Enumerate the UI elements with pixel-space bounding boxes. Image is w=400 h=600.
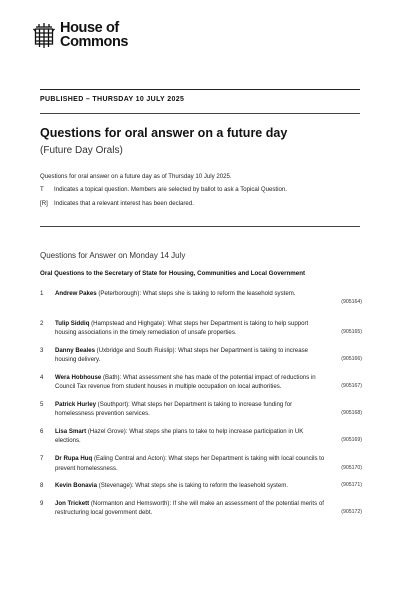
question-number: 3	[40, 346, 44, 354]
question-item	[40, 400, 362, 419]
question-number: 1	[40, 290, 44, 297]
question-member: Jon Trickett	[55, 500, 90, 508]
logo-line-1: House of	[60, 20, 119, 36]
question-text: What steps her Department is taking with local councils to prevent homelessness.	[55, 455, 325, 472]
question-item	[40, 346, 362, 365]
question-list	[40, 289, 362, 518]
question-number: 8	[40, 482, 44, 490]
question-number: 9	[40, 500, 44, 508]
legend-interest	[40, 200, 194, 207]
question-member: Wera Hobhouse	[55, 373, 102, 381]
question-item	[40, 373, 362, 392]
question-item	[40, 481, 362, 490]
department-heading: Oral Questions to the Secretary of State for Housing, Communities and Local Government	[40, 270, 306, 277]
question-text: What steps her Department is taking to increase housing delivery.	[55, 346, 309, 364]
house-of-commons-logo	[33, 22, 128, 49]
question-constituency: (Hazel Grove):	[86, 428, 130, 436]
question-number: 2	[40, 319, 44, 327]
legend-topical	[40, 186, 287, 193]
published-date: PUBLISHED – THURSDAY 10 JULY 2025	[40, 96, 185, 103]
legend-symbol: T	[40, 186, 44, 193]
question-text: What steps her Department is taking to increase funding for homelessness prevention services.	[55, 401, 293, 418]
question-member: Kevin Bonavia	[55, 482, 97, 490]
question-text: If she will make an assessment of the potential merits of restructuring local government debt.	[55, 500, 324, 517]
legend-symbol: [R]	[40, 200, 48, 207]
question-member: Andrew Pakes	[55, 290, 97, 297]
divider-top	[40, 89, 360, 90]
question-number: 7	[40, 455, 44, 463]
question-text: What steps she is taking to reform the leasehold system.	[142, 290, 296, 297]
question-text: What steps her Department is taking to help support housing associations in the timely remediation of unsafe properties.	[55, 319, 309, 337]
question-item	[40, 427, 362, 446]
question-member: Danny Beales	[55, 346, 95, 354]
question-text: What steps she plans to take to help increase participation in UK elections.	[55, 428, 304, 445]
page-subtitle: (Future Day Orals)	[40, 145, 123, 156]
question-item	[40, 454, 362, 473]
question-id: (905170)	[341, 464, 362, 471]
question-constituency: (Uxbridge and South Ruislip):	[94, 346, 178, 354]
legend-text: Indicates a topical question. Members are selected by ballot to ask a Topical Question.	[54, 186, 287, 193]
question-item	[40, 289, 362, 307]
question-member: Patrick Hurley	[55, 401, 96, 409]
question-constituency: (Southport):	[95, 401, 132, 409]
question-id: (905168)	[341, 410, 362, 417]
question-member: Tulip Siddiq	[55, 319, 90, 327]
question-id: (905167)	[341, 383, 362, 390]
question-constituency: (Stevenage):	[97, 482, 136, 490]
divider-published	[40, 113, 360, 114]
question-member: Dr Rupa Huq	[55, 455, 93, 463]
question-text: What assessment she has made of the potential impact of reductions in Council Tax revenue from student houses in multiple occupation on local authorities.	[55, 373, 316, 391]
intro-text: Questions for oral answer on a future day as of Thursday 10 July 2025.	[40, 173, 232, 180]
question-constituency: (Normanton and Hemsworth):	[89, 500, 173, 508]
question-number: 4	[40, 373, 44, 381]
question-id: (905171)	[341, 482, 362, 489]
question-constituency: (Hampstead and Highgate):	[89, 319, 168, 327]
question-item	[40, 499, 362, 518]
portcullis-icon	[33, 23, 55, 49]
page-title: Questions for oral answer on a future day	[40, 126, 288, 140]
logo-line-2: Commons	[60, 33, 129, 50]
question-constituency: (Peterborough):	[96, 290, 143, 297]
question-id: (905169)	[341, 437, 362, 444]
logo-wordmark	[60, 22, 128, 49]
question-number: 5	[40, 401, 44, 409]
question-item	[40, 319, 362, 338]
question-id: (905164)	[341, 299, 362, 305]
section-heading: Questions for Answer on Monday 14 July	[40, 251, 186, 260]
legend-text: Indicates that a relevant interest has been declared.	[54, 200, 194, 207]
question-number: 6	[40, 428, 44, 436]
question-constituency: (Bath):	[101, 373, 123, 381]
question-constituency: (Ealing Central and Acton):	[92, 455, 169, 463]
question-text: What steps she is taking to reform the leasehold system.	[135, 482, 289, 490]
question-id: (905172)	[341, 509, 362, 516]
question-id: (905165)	[341, 329, 362, 336]
divider-section	[40, 226, 360, 227]
question-member: Lisa Smart	[55, 428, 87, 436]
question-id: (905166)	[341, 356, 362, 363]
